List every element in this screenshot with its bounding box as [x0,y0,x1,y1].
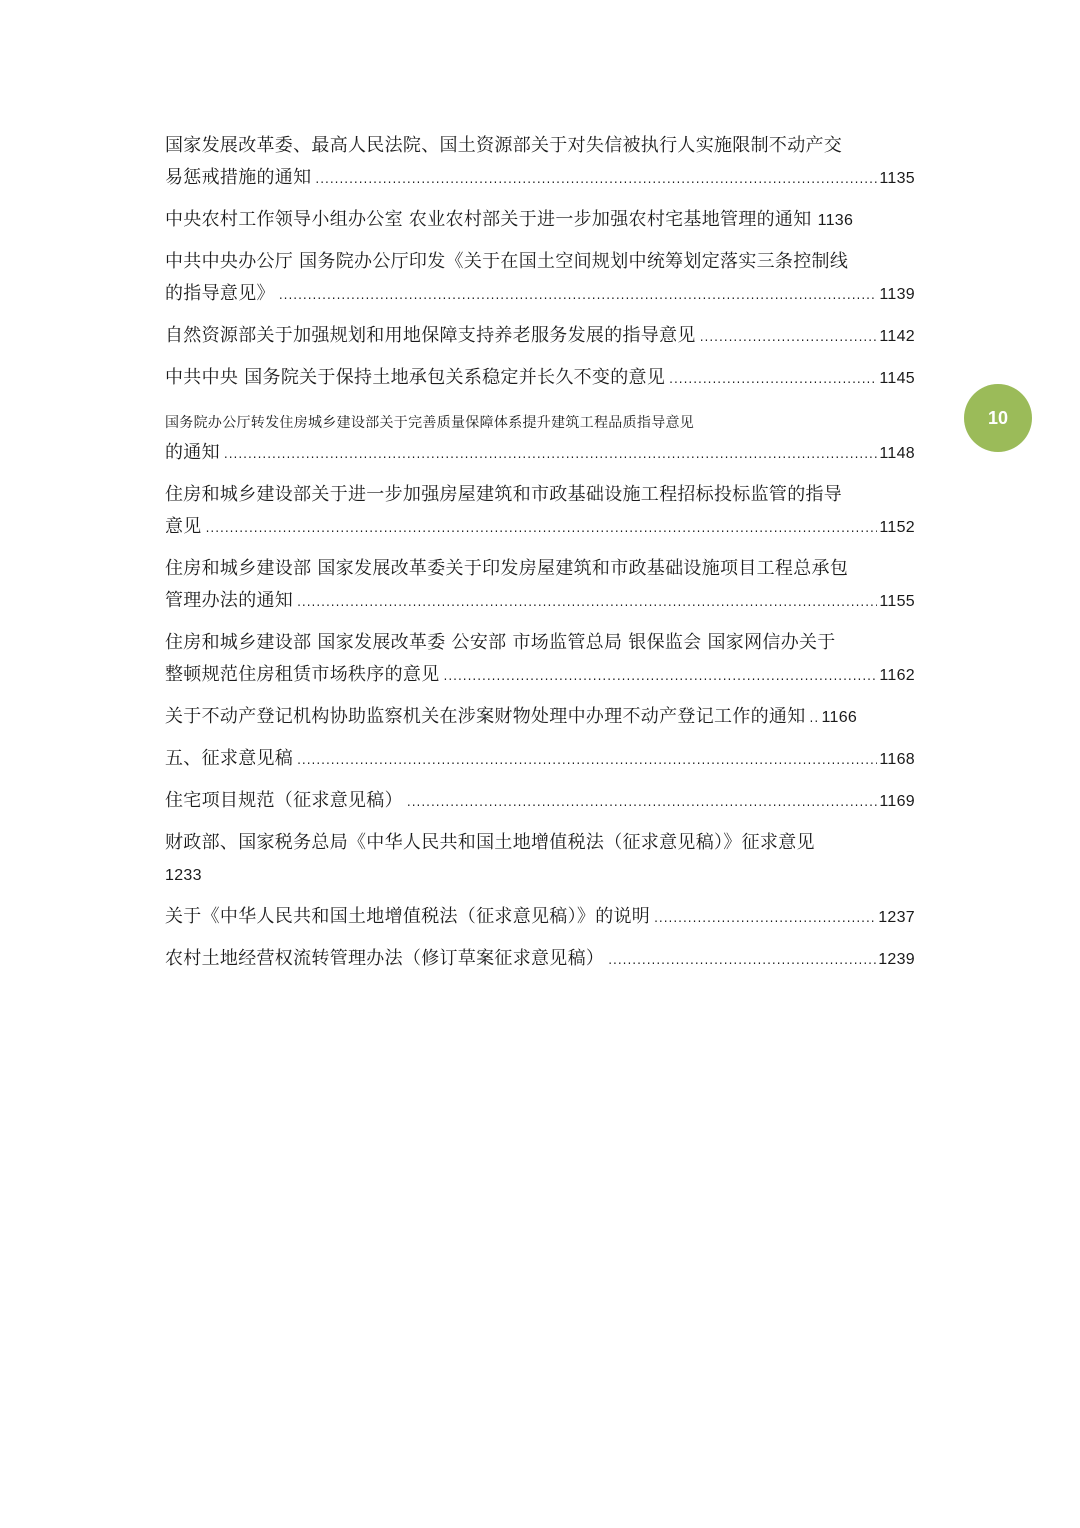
toc-entry[interactable] [165,246,915,311]
dot-leader [297,744,877,776]
toc-entry-title-line2: 易惩戒措施的通知 [165,167,312,188]
toc-entry-title-line1: 中共中央办公厅 国务院办公厅印发《关于在国土空间规划中统筹划定落实三条控制线 [165,251,849,272]
toc-page-number: 1239 [878,951,915,968]
toc-entry[interactable] [165,701,915,734]
toc-entry-title-line1: 国家发展改革委、最高人民法院、国土资源部关于对失信被执行人实施限制不动产交 [165,135,843,156]
toc-entry[interactable] [165,943,915,976]
toc-entry[interactable] [165,901,915,934]
toc-entry[interactable] [165,130,915,195]
toc-page-number: 1145 [879,370,915,387]
toc-entry-title-line2: 的通知 [165,442,220,463]
toc-entry-title-line1: 住房和城乡建设部 国家发展改革委关于印发房屋建筑和市政基础设施项目工程总承包 [165,558,849,579]
toc-entry[interactable] [165,362,915,395]
toc-section-heading: 五、征求意见稿 [165,748,294,769]
page-number-badge [964,384,1032,452]
toc-entry[interactable] [165,553,915,618]
toc-page-number: 1166 [821,709,858,726]
dot-leader [224,438,877,470]
toc-entry-title: 中央农村工作领导小组办公室 农业农村部关于进一步加强农村宅基地管理的通知 [165,209,812,230]
toc-page-number: 1162 [879,667,915,684]
dot-leader [608,944,876,976]
dot-leader [297,586,877,618]
toc-entry-title: 农村土地经营权流转管理办法（修订草案征求意见稿） [165,948,605,969]
dot-leader [700,321,878,353]
toc-entry[interactable] [165,409,915,470]
toc-page-number: 1155 [879,593,915,610]
toc-entry-title-line1: 财政部、国家税务总局《中华人民共和国土地增值税法（征求意见稿）》征求意见 [165,832,815,853]
toc-entry[interactable] [165,827,915,892]
toc-entry-title-line2: 整顿规范住房租赁市场秩序的意见 [165,664,440,685]
dot-leader [279,279,878,311]
toc-entry-title-line1: 住房和城乡建设部关于进一步加强房屋建筑和市政基础设施工程招标投标监管的指导 [165,484,843,505]
page-number: 10 [987,407,1009,428]
dot-leader [810,702,820,734]
toc-page-number: 1142 [879,328,915,345]
toc-page-number: 1135 [879,170,915,187]
dot-leader [315,163,877,195]
dot-leader [669,363,877,395]
dot-leader [444,660,878,692]
toc-entry-title: 住宅项目规范（征求意见稿） [165,790,403,811]
toc-entry-title-line1: 国务院办公厅转发住房城乡建设部关于完善质量保障体系提升建筑工程品质指导意见 [165,415,695,431]
toc-entry-title: 关于《中华人民共和国土地增值税法（征求意见稿）》的说明 [165,906,651,927]
toc-entry-title-line1: 住房和城乡建设部 国家发展改革委 公安部 市场监管总局 银保监会 国家网信办关于 [165,632,836,653]
toc-page-number: 1139 [879,286,915,303]
dot-leader [654,902,876,934]
toc-entry[interactable] [165,627,915,692]
toc-entry[interactable] [165,204,915,237]
toc-page-number: 1233 [165,867,202,884]
dot-leader [206,512,878,544]
toc-entry[interactable] [165,479,915,544]
toc-entry-title-line2: 意见 [165,516,202,537]
table-of-contents [165,130,915,985]
toc-page-number: 1168 [879,751,915,768]
toc-page-number: 1152 [879,519,915,536]
toc-entry-title: 关于不动产登记机构协助监察机关在涉案财物处理中办理不动产登记工作的通知 [165,706,806,727]
dot-leader [407,786,877,818]
toc-entry[interactable] [165,785,915,818]
toc-page-number: 1148 [879,445,915,462]
toc-entry[interactable] [165,743,915,776]
toc-entry-title-line2: 管理办法的通知 [165,590,294,611]
toc-page-number: 1237 [878,909,915,926]
toc-entry[interactable] [165,320,915,353]
toc-entry-title-line2: 的指导意见》 [165,283,275,304]
toc-entry-title: 中共中央 国务院关于保持土地承包关系稳定并长久不变的意见 [165,367,666,388]
toc-page-number: 1169 [879,793,915,810]
toc-page-number: 1136 [817,212,854,229]
toc-entry-title: 自然资源部关于加强规划和用地保障支持养老服务发展的指导意见 [165,325,696,346]
